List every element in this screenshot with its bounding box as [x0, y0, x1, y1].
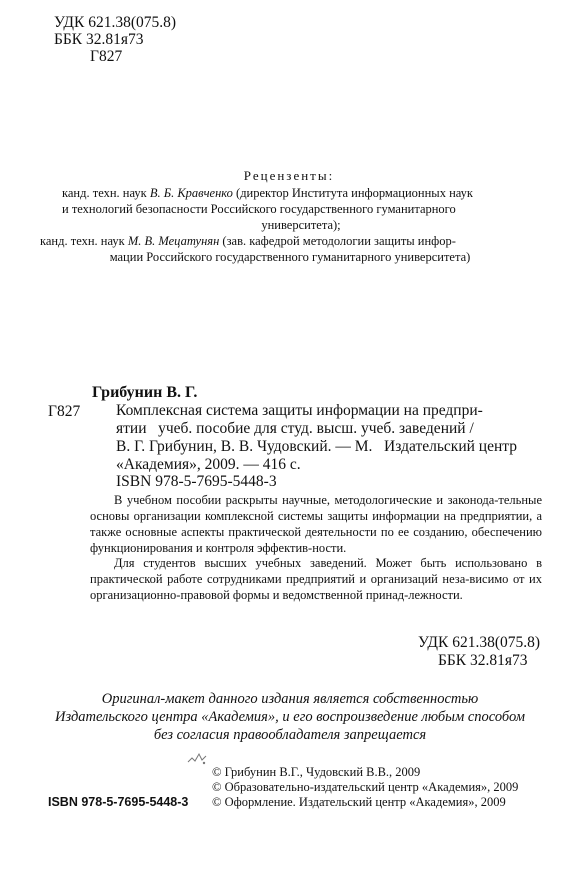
annotation-paragraph-2 — [90, 555, 542, 603]
classification-codes — [54, 14, 176, 65]
entry-line-1: Комплексная система защиты информации на предпри- — [116, 402, 483, 419]
entry-line-4: «Академия», 2009. — 416 с. — [116, 456, 301, 473]
reviewer-1-name: В. Б. Кравченко — [149, 186, 233, 200]
annotation-text-1: В учебном пособии раскрыты научные, методологические и законода-тельные основы организации комплексной системы защиты информации на предприятии, а также основные аспекты практической деятельности по ее созданию, обеспечению функционирования и контроля эффектив-ности. — [90, 493, 542, 555]
entry-author: Грибунин В. Г. — [92, 384, 198, 401]
annotation-text-2: Для студентов высших учебных заведений. Может быть использовано в практической работе сотрудниками предприятий и организаций неза-висимо от их организационно-правовой формы и ведомственной принад-лежности. — [90, 556, 542, 602]
reviewer-2-line2: мации Российского государственного гуманитарного университета) — [109, 250, 471, 264]
reviewer-2-position: (зав. кафедрой методологии защиты инфор- — [219, 234, 456, 248]
copyright-design: © Оформление. Издательский центр «Академия», 2009 — [212, 795, 506, 809]
copyright-lines — [212, 765, 518, 810]
copyright-publisher: © Образовательно-издательский центр «Академия», 2009 — [212, 780, 519, 794]
entry-line-2: ятии учеб. пособие для студ. высш. учеб. заведений / — [116, 420, 474, 437]
udk-code-bottom: УДК 621.38(075.8) — [418, 634, 541, 651]
reviewers-title: Рецензенты: — [243, 168, 335, 183]
isbn-bottom: ISBN 978-5-7695-5448-3 — [48, 795, 189, 809]
notice-line-1: Оригинал-макет данного издания является собственностью — [101, 691, 479, 707]
entry-line-3: В. Г. Грибунин, В. В. Чудовский. — М. Издательский центр — [116, 438, 517, 455]
reviewer-1-line1 — [62, 185, 540, 201]
reviewer-2-name: М. В. Мецатунян — [127, 234, 220, 248]
copyright-notice — [40, 690, 540, 744]
notice-line-3: без согласия правообладателя запрещается — [153, 727, 427, 743]
reviewer-1 — [62, 185, 540, 233]
publisher-mark-icon — [186, 748, 210, 768]
notice-line-2: Издательского центра «Академия», и его воспроизведение любым способом — [55, 709, 525, 725]
reviewer-2 — [40, 233, 540, 265]
reviewer-2-degree: канд. техн. наук — [40, 234, 128, 248]
entry-isbn: ISBN 978-5-7695-5448-3 — [116, 473, 277, 490]
classification-codes-bottom — [418, 634, 540, 670]
bbk-code-bottom: ББК 32.81я73 — [438, 652, 528, 669]
reviewer-1-degree: канд. техн. наук — [62, 186, 150, 200]
reviewer-1-position: (директор Института информационных наук — [232, 186, 473, 200]
annotation-paragraph-1 — [90, 492, 542, 556]
entry-code: Г827 — [48, 403, 81, 420]
reviewer-1-line3: университета); — [261, 218, 341, 232]
reviewer-2-line1 — [40, 233, 540, 249]
copyright-authors: © Грибунин В.Г., Чудовский В.В., 2009 — [212, 765, 421, 779]
bibliographic-entry — [116, 402, 542, 474]
bbk-code: ББК 32.81я73 — [54, 31, 144, 48]
reviewer-1-line2: и технологий безопасности Российского государственного гуманитарного — [62, 202, 456, 216]
author-mark: Г827 — [90, 48, 123, 65]
udk-code: УДК 621.38(075.8) — [54, 14, 177, 31]
